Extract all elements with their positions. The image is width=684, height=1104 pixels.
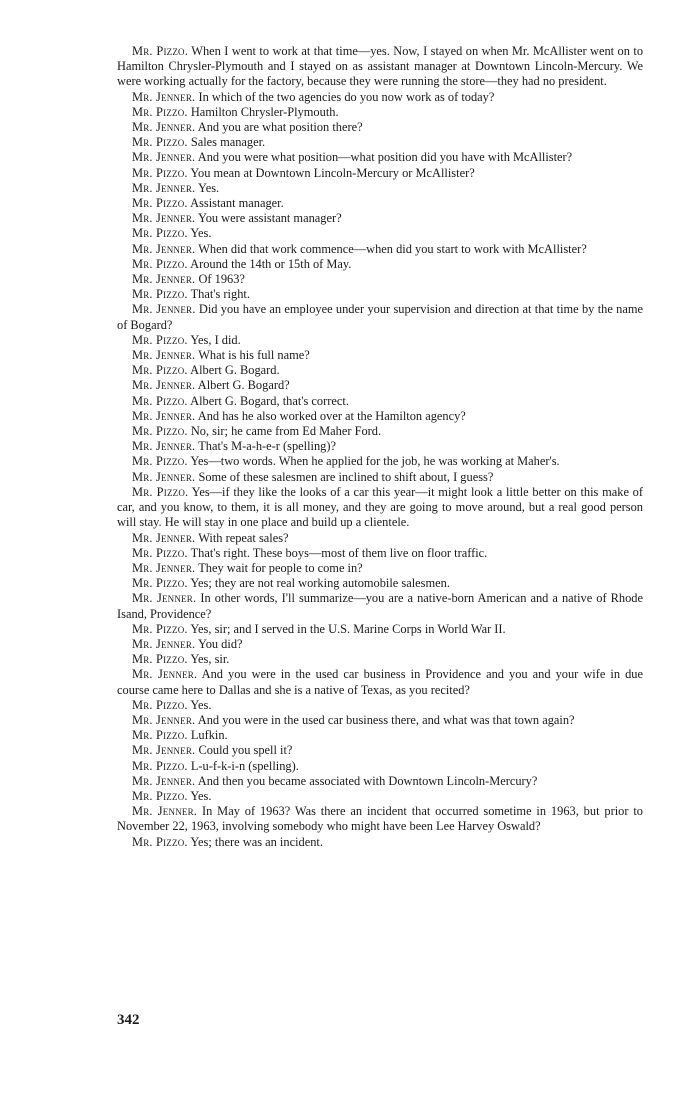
speaker-name: Mr. Jenner. [132, 667, 198, 682]
speech-text: That's right. These boys—most of them live on floor traffic. [190, 545, 488, 560]
speaker-name: Mr. Pizzo. [132, 44, 189, 58]
testimony-line [117, 637, 643, 652]
speech-text: And has he also worked over at the Hamilton agency? [197, 408, 466, 423]
speech-text: Albert G. Bogard, that's correct. [190, 393, 349, 408]
speech-text: When did that work commence—when did you start to work with McAllister? [198, 241, 587, 256]
testimony-line [117, 804, 643, 834]
speech-text: You did? [197, 636, 243, 651]
speech-text: With repeat sales? [198, 530, 289, 545]
speaker-name: Mr. Jenner. [132, 272, 196, 287]
speaker-name: Mr. Jenner. [132, 180, 196, 195]
speaker-name: Mr. Pizzo. [132, 393, 188, 408]
speech-text: Could you spell it? [198, 743, 293, 758]
speaker-name: Mr. Pizzo. [132, 287, 188, 302]
testimony-line [117, 120, 643, 135]
speech-text: Sales manager. [190, 135, 266, 150]
speaker-name: Mr. Pizzo. [132, 484, 189, 499]
speech-text: Albert G. Bogard? [197, 378, 290, 393]
speech-text: And then you became associated with Downtown Lincoln-Mercury? [197, 773, 538, 788]
testimony-line [117, 226, 643, 241]
speaker-name: Mr. Jenner. [132, 591, 197, 606]
testimony-line [117, 667, 643, 697]
testimony-line [117, 287, 643, 302]
speech-text: What is his full name? [198, 348, 310, 363]
speaker-name: Mr. Jenner. [132, 636, 196, 651]
speech-text: Albert G. Bogard. [190, 363, 280, 378]
speech-text: Yes, sir; and I served in the U.S. Marine Corps in World War II. [190, 621, 506, 636]
speaker-name: Mr. Jenner. [132, 804, 198, 819]
speaker-name: Mr. Pizzo. [132, 652, 188, 667]
testimony-line [117, 713, 643, 728]
speaker-name: Mr. Pizzo. [132, 834, 188, 849]
speech-text: Around the 14th or 15th of May. [190, 256, 352, 271]
testimony-line [117, 591, 643, 621]
speech-text: Of 1963? [198, 272, 245, 287]
speaker-name: Mr. Jenner. [132, 89, 196, 104]
speaker-name: Mr. Pizzo. [132, 363, 188, 378]
testimony-line [117, 105, 643, 120]
speaker-name: Mr. Jenner. [132, 773, 196, 788]
speech-text: That's M-a-h-e-r (spelling)? [198, 439, 337, 454]
speech-text: That's right. [190, 287, 250, 302]
testimony-line [117, 424, 643, 439]
testimony-line [117, 485, 643, 531]
testimony-line [117, 576, 643, 591]
testimony-line [117, 774, 643, 789]
speaker-name: Mr. Pizzo. [132, 226, 188, 241]
speech-text: Yes; there was an incident. [190, 834, 323, 849]
speaker-name: Mr. Jenner. [132, 120, 196, 135]
speech-text: Yes—two words. When he applied for the job, he was working at Maher's. [190, 454, 560, 469]
speaker-name: Mr. Jenner. [132, 712, 196, 727]
speaker-name: Mr. Pizzo. [132, 165, 188, 180]
speech-text: They wait for people to come in? [198, 560, 363, 575]
testimony-line [117, 546, 643, 561]
testimony-line [117, 454, 643, 469]
speaker-name: Mr. Pizzo. [132, 697, 188, 712]
testimony-line [117, 150, 643, 165]
speaker-name: Mr. Jenner. [132, 241, 196, 256]
speaker-name: Mr. Pizzo. [132, 256, 188, 271]
speaker-name: Mr. Jenner. [132, 560, 196, 575]
speech-text: Yes. [197, 180, 220, 195]
speech-text: Assistant manager. [190, 196, 284, 211]
testimony-line [117, 44, 643, 90]
testimony-line [117, 333, 643, 348]
testimony-line [117, 409, 643, 424]
speech-text: And you were what position—what position did you have with McAllister? [197, 150, 573, 165]
testimony-line [117, 470, 643, 485]
speech-text: Yes, I did. [190, 332, 241, 347]
speaker-name: Mr. Jenner. [132, 408, 196, 423]
speaker-name: Mr. Pizzo. [132, 728, 188, 743]
speaker-name: Mr. Jenner. [132, 302, 196, 317]
testimony-line [117, 835, 643, 850]
speech-text: Hamilton Chrysler-Plymouth. [190, 104, 339, 119]
speaker-name: Mr. Pizzo. [132, 576, 188, 591]
speaker-name: Mr. Jenner. [132, 743, 196, 758]
testimony-line [117, 363, 643, 378]
speech-text: In May of 1963? Was there an incident that occurred sometime in 1963, but prior to November 22, 1963, involving somebody who might have been Lee Harvey Oswald? [117, 804, 643, 834]
speaker-name: Mr. Jenner. [132, 211, 196, 226]
speaker-name: Mr. Jenner. [132, 530, 196, 545]
speech-text: Yes. [190, 697, 212, 712]
speech-text: Yes—if they like the looks of a car this year—it might look a little better on this make of car, and you know, to them, it is all money, and they are going to move around, but a real good person will stay. He will stay in one place and build up a clientele. [117, 484, 643, 530]
speaker-name: Mr. Pizzo. [132, 758, 188, 773]
speech-text: Yes. [190, 788, 212, 803]
speech-text: You mean at Downtown Lincoln-Mercury or McAllister? [190, 165, 475, 180]
speech-text: And you were in the used car business in Providence and you and your wife in due course came here to Dallas and she is a native of Texas, as you recited? [117, 667, 643, 697]
speech-text: Yes; they are not real working automobile salesmen. [190, 576, 450, 591]
testimony-line [117, 378, 643, 393]
speech-text: In which of the two agencies do you now work as of today? [198, 89, 495, 104]
speech-text: When I went to work at that time—yes. Now, I stayed on when Mr. McAllister went on to Hamilton Chrysler-Plymouth and I stayed on as assistant manager at Downtown Lincoln-Mercury. We were working actually for the factory, because they were running the store—they had no president. [117, 44, 644, 89]
testimony-line [117, 211, 643, 226]
speaker-name: Mr. Pizzo. [132, 621, 188, 636]
testimony-line [117, 196, 643, 211]
speaker-name: Mr. Pizzo. [132, 454, 188, 469]
testimony-line [117, 789, 643, 804]
speaker-name: Mr. Jenner. [132, 150, 196, 165]
testimony-line [117, 698, 643, 713]
testimony-line [117, 561, 643, 576]
testimony-line [117, 531, 643, 546]
testimony-line [117, 242, 643, 257]
testimony-line [117, 302, 643, 332]
speaker-name: Mr. Jenner. [132, 469, 196, 484]
testimony-line [117, 439, 643, 454]
speech-text: L-u-f-k-i-n (spelling). [190, 758, 299, 773]
speaker-name: Mr. Pizzo. [132, 104, 188, 119]
speaker-name: Mr. Pizzo. [132, 545, 188, 560]
testimony-line [117, 394, 643, 409]
testimony-line [117, 181, 643, 196]
speaker-name: Mr. Pizzo. [132, 788, 188, 803]
speaker-name: Mr. Pizzo. [132, 135, 188, 150]
testimony-line [117, 348, 643, 363]
speech-text: Lufkin. [190, 728, 228, 743]
speech-text: Some of these salesmen are inclined to shift about, I guess? [198, 469, 494, 484]
testimony-line [117, 272, 643, 287]
testimony-line [117, 652, 643, 667]
testimony-line [117, 90, 643, 105]
speaker-name: Mr. Pizzo. [132, 332, 188, 347]
speech-text: And you are what position there? [197, 120, 363, 135]
speaker-name: Mr. Jenner. [132, 439, 196, 454]
speech-text: And you were in the used car business there, and what was that town again? [197, 712, 575, 727]
speech-text: In other words, I'll summarize—you are a native-born American and a native of Rhode Isand, Providence? [117, 591, 643, 621]
speech-text: Yes. [190, 226, 212, 241]
testimony-line [117, 759, 643, 774]
testimony-line [117, 257, 643, 272]
testimony-line [117, 135, 643, 150]
speech-text: Did you have an employee under your supervision and direction at that time by the name of Bogard? [117, 302, 643, 332]
speaker-name: Mr. Jenner. [132, 348, 196, 363]
speaker-name: Mr. Pizzo. [132, 196, 188, 211]
speech-text: You were assistant manager? [197, 211, 342, 226]
speech-text: Yes, sir. [190, 652, 230, 667]
transcript-body [117, 44, 643, 850]
testimony-line [117, 622, 643, 637]
testimony-line [117, 166, 643, 181]
page-number: 342 [117, 1012, 140, 1028]
testimony-line [117, 743, 643, 758]
testimony-line [117, 728, 643, 743]
speaker-name: Mr. Jenner. [132, 378, 196, 393]
speaker-name: Mr. Pizzo. [132, 424, 188, 439]
speech-text: No, sir; he came from Ed Maher Ford. [190, 424, 382, 439]
